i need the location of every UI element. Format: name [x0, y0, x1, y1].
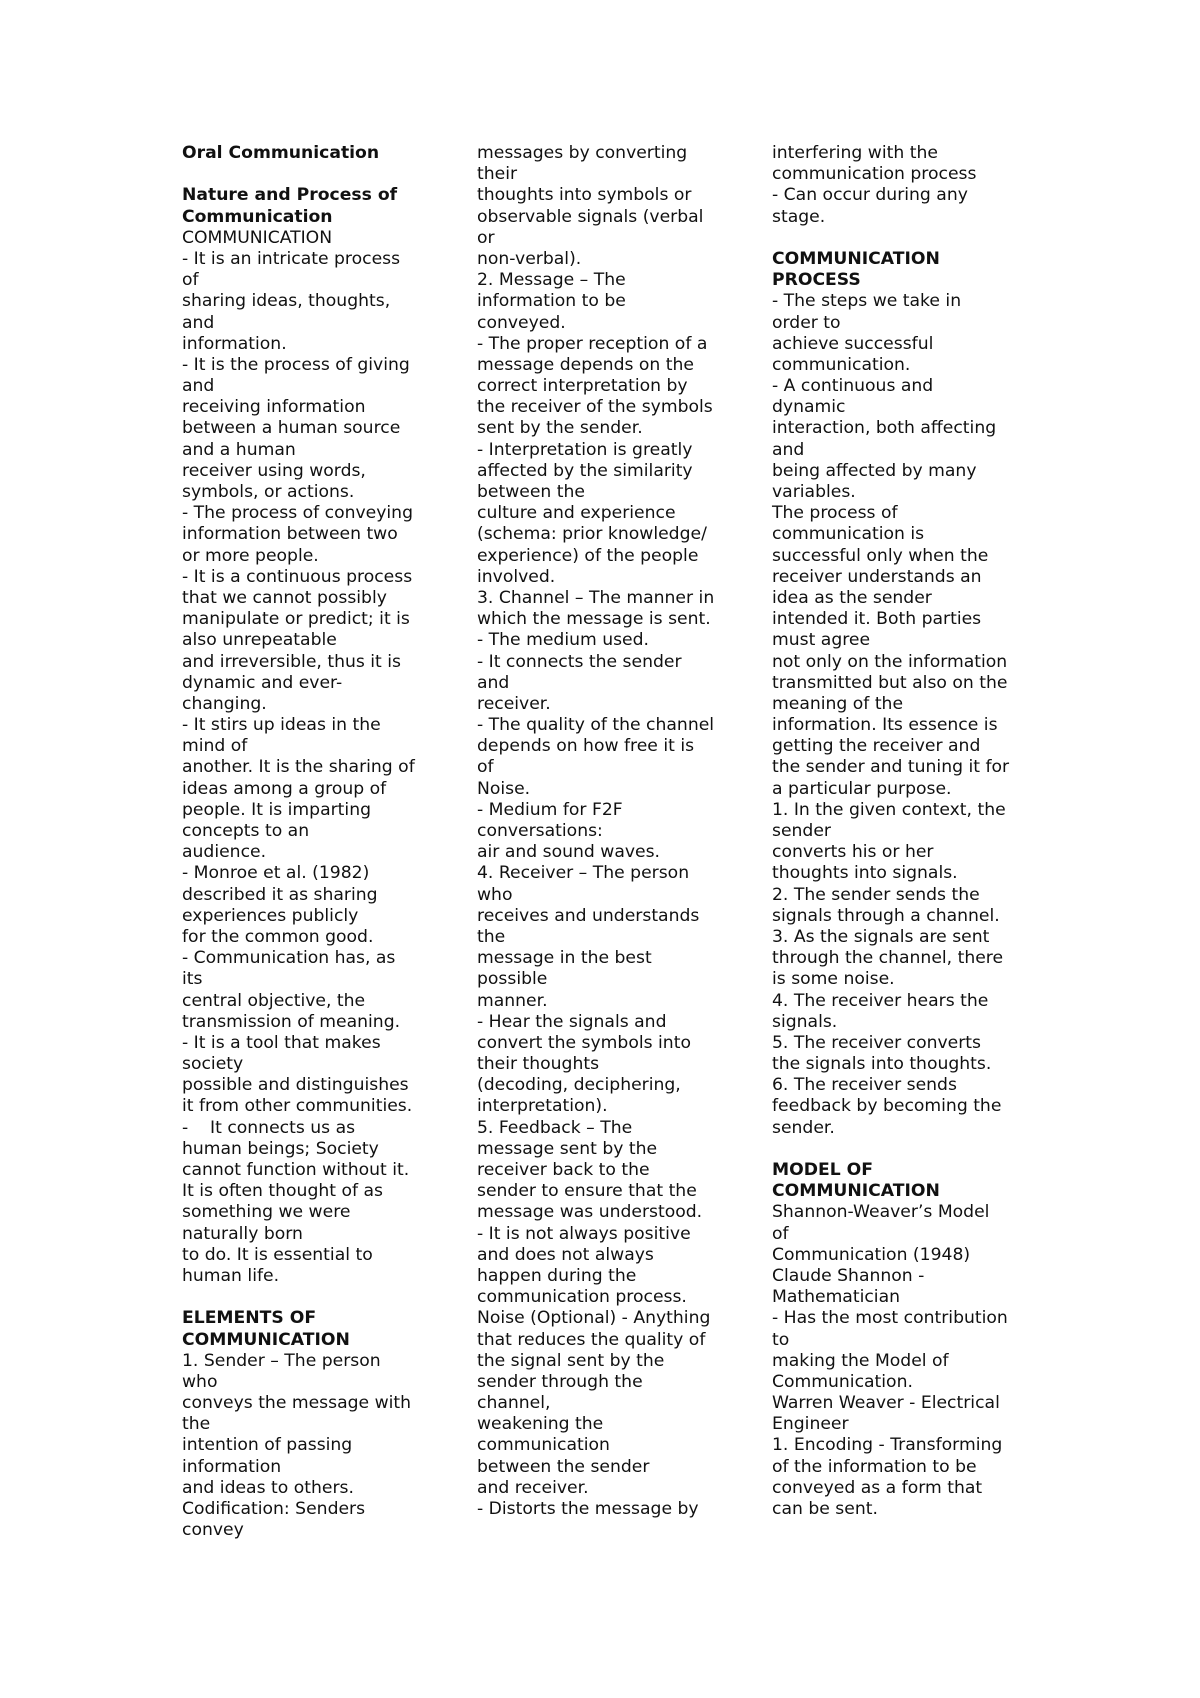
text-line: of — [477, 757, 494, 778]
text-line: cannot function without it. — [182, 1160, 410, 1180]
text-line: involved. — [477, 566, 556, 587]
text-line: weakening the — [477, 1414, 604, 1435]
text-line: conveyed as a form that — [772, 1477, 983, 1498]
text-line: information. Its essence is — [772, 715, 998, 736]
text-line: through the channel, there — [772, 948, 1004, 969]
text-line: concepts to an — [182, 821, 310, 841]
heading-line: COMMUNICATION — [182, 1329, 350, 1350]
text-line: convert the symbols into — [477, 1032, 691, 1053]
text-line: observable signals (verbal — [477, 206, 704, 227]
text-line: central objective, the — [182, 990, 366, 1011]
text-line: being affected by many — [772, 460, 977, 481]
text-line: making the Model of — [772, 1350, 949, 1371]
text-line: possible — [477, 969, 548, 990]
text-line: Communication (1948) — [772, 1244, 971, 1265]
text-line: communication process — [772, 164, 977, 185]
text-line: communication process. — [477, 1287, 687, 1308]
heading-line: COMMUNICATION — [772, 248, 940, 269]
text-line: who — [182, 1371, 218, 1392]
text-line: - It stirs up ideas in the — [182, 715, 381, 736]
text-line: interpretation). — [477, 1096, 608, 1117]
text-line: signals through a channel. — [772, 905, 1000, 926]
text-line: the receiver of the symbols — [477, 397, 713, 418]
text-line: The process of — [772, 503, 898, 524]
text-line: (schema: prior knowledge/ — [477, 524, 707, 545]
text-line: Shannon-Weaver’s Model — [772, 1202, 990, 1223]
text-line: something we were — [182, 1202, 351, 1223]
text-line: - Medium for F2F — [477, 799, 623, 820]
text-line: naturally born — [182, 1223, 303, 1244]
text-line: communication — [477, 1435, 610, 1456]
text-line: achieve successful — [772, 333, 934, 354]
text-line: thoughts into symbols or — [477, 185, 692, 206]
text-line: 5. Feedback – The — [477, 1117, 633, 1138]
text-line: sender. — [772, 1117, 835, 1138]
text-line: its — [182, 969, 203, 990]
text-line: thoughts into signals. — [772, 863, 958, 884]
text-line: that we cannot possibly — [182, 587, 387, 608]
text-line: sender — [772, 821, 831, 841]
text-line: which the message is sent. — [477, 609, 711, 630]
text-line: - It connects us as — [182, 1117, 356, 1138]
text-line: COMMUNICATION — [182, 227, 333, 248]
text-line: described it as sharing — [182, 884, 378, 905]
text-line: - It is an intricate process — [182, 248, 401, 269]
text-line: of — [182, 270, 199, 291]
blank-line — [182, 164, 444, 185]
text-line: - It connects the sender — [477, 651, 682, 672]
text-line: and — [477, 672, 510, 693]
text-line: air and sound waves. — [477, 842, 661, 863]
text-line: getting the receiver and — [772, 736, 981, 757]
text-line: is some noise. — [772, 969, 895, 990]
text-line: meaning of the — [772, 693, 904, 714]
text-line: Engineer — [772, 1414, 849, 1435]
text-line: Noise (Optional) - Anything — [477, 1308, 711, 1329]
text-line: idea as the sender — [772, 587, 932, 608]
text-line: - Hear the signals and — [477, 1011, 667, 1032]
text-line: manner. — [477, 990, 548, 1011]
text-column-3 — [772, 143, 1034, 1520]
text-line: - Can occur during any — [772, 185, 968, 206]
text-line: of — [772, 1223, 789, 1244]
text-line: affected by the similarity — [477, 460, 693, 481]
heading-line: COMMUNICATION — [772, 1181, 940, 1202]
text-line: and — [772, 439, 805, 460]
text-line: non-verbal). — [477, 248, 582, 269]
text-line: the sender and tuning it for — [772, 757, 1010, 778]
text-line: society — [182, 1054, 244, 1075]
text-line: - Monroe et al. (1982) — [182, 863, 370, 884]
text-line: communication is — [772, 524, 925, 545]
text-line: dynamic and ever- — [182, 672, 343, 693]
heading-line: MODEL OF — [772, 1160, 874, 1180]
text-line: message depends on the — [477, 354, 694, 375]
text-line: possible and distinguishes — [182, 1075, 409, 1096]
text-line: - It is not always positive — [477, 1223, 691, 1244]
text-line: message in the best — [477, 948, 652, 969]
text-line: (decoding, deciphering, — [477, 1075, 681, 1096]
text-line: human life. — [182, 1265, 280, 1286]
text-line: between a human source — [182, 418, 401, 439]
text-line: receives and understands — [477, 905, 700, 926]
text-line: receiver using words, — [182, 460, 366, 481]
text-line: - A continuous and — [772, 376, 934, 397]
text-line: conversations: — [477, 821, 603, 841]
text-line: 3. Channel – The manner in — [477, 587, 715, 608]
text-line: signals. — [772, 1011, 838, 1032]
text-line: between the — [477, 482, 585, 502]
text-line: intended it. Both parties — [772, 609, 982, 630]
text-line: - It is a tool that makes — [182, 1032, 381, 1053]
text-line: and ideas to others. — [182, 1477, 354, 1498]
text-line: Communication. — [772, 1371, 913, 1392]
text-column-1 — [182, 143, 444, 1541]
blank-line — [772, 228, 1034, 249]
text-line: transmission of meaning. — [182, 1011, 401, 1032]
text-line: conveys the message with — [182, 1393, 412, 1414]
text-line: receiver back to the — [477, 1160, 650, 1180]
text-line: can be sent. — [772, 1499, 878, 1519]
text-line: information — [182, 1456, 282, 1477]
text-line: and irreversible, thus it is — [182, 651, 401, 672]
text-line: 1. Encoding - Transforming — [772, 1435, 1003, 1456]
text-line: for the common good. — [182, 926, 374, 947]
text-line: and receiver. — [477, 1477, 589, 1498]
text-line: intention of passing — [182, 1435, 353, 1456]
text-line: and — [182, 376, 215, 397]
text-line: 1. Sender – The person — [182, 1350, 381, 1371]
text-line: - It is a continuous process — [182, 566, 413, 587]
text-line: happen during the — [477, 1265, 637, 1286]
text-line: audience. — [182, 842, 267, 863]
text-line: and — [182, 312, 215, 333]
text-line: the signal sent by the — [477, 1350, 665, 1371]
text-line: It is often thought of as — [182, 1181, 383, 1202]
text-line: - Interpretation is greatly — [477, 439, 693, 460]
text-line: the signals into thoughts. — [772, 1054, 992, 1075]
text-line: - Communication has, as — [182, 948, 396, 969]
text-line: who — [477, 884, 513, 905]
text-line: - The process of conveying — [182, 503, 413, 524]
text-line: interaction, both affecting — [772, 418, 997, 439]
text-line: messages by converting — [477, 143, 688, 163]
text-line: 6. The receiver sends — [772, 1075, 957, 1096]
text-line: information between two — [182, 524, 398, 545]
text-line: - The steps we take in — [772, 291, 962, 312]
text-line: changing. — [182, 693, 267, 714]
text-line: experiences publicly — [182, 905, 359, 926]
text-line: must agree — [772, 630, 871, 651]
text-line: receiving information — [182, 397, 366, 418]
text-line: order to — [772, 312, 841, 333]
text-line: message sent by the — [477, 1138, 658, 1159]
text-line: their — [477, 164, 518, 185]
text-line: Claude Shannon - — [772, 1265, 925, 1286]
text-line: mind of — [182, 736, 248, 757]
text-line: variables. — [772, 482, 856, 502]
text-line: to — [772, 1329, 790, 1350]
text-line: correct interpretation by — [477, 376, 688, 397]
text-line: to do. It is essential to — [182, 1244, 373, 1265]
text-column-2 — [477, 143, 739, 1520]
text-line: message was understood. — [477, 1202, 703, 1223]
text-line: another. It is the sharing of — [182, 757, 415, 778]
text-line: converts his or her — [772, 842, 934, 863]
text-line: their thoughts — [477, 1054, 600, 1075]
text-line: or more people. — [182, 545, 319, 566]
blank-line — [772, 1139, 1034, 1160]
text-line: and does not always — [477, 1244, 654, 1265]
text-line: experience) of the people — [477, 545, 699, 566]
text-line: depends on how free it is — [477, 736, 695, 757]
text-line: symbols, or actions. — [182, 482, 355, 502]
text-line: - The quality of the channel — [477, 715, 715, 736]
text-line: people. It is imparting — [182, 799, 371, 820]
text-line: and a human — [182, 439, 296, 460]
text-line: Noise. — [477, 778, 531, 799]
text-line: 2. Message – The — [477, 270, 626, 291]
text-line: - It is the process of giving — [182, 354, 410, 375]
heading-line: PROCESS — [772, 270, 861, 291]
text-line: Mathematician — [772, 1287, 901, 1308]
text-line: 4. Receiver – The person — [477, 863, 690, 884]
text-line: sent by the sender. — [477, 418, 643, 439]
text-line: between the sender — [477, 1456, 650, 1477]
text-line: feedback by becoming the — [772, 1096, 1002, 1117]
text-line: receiver understands an — [772, 566, 982, 587]
text-line: 1. In the given context, the — [772, 799, 1006, 820]
text-line: 4. The receiver hears the — [772, 990, 989, 1011]
heading-line: Communication — [182, 206, 333, 227]
text-line: Warren Weaver - Electrical — [772, 1393, 1000, 1414]
text-line: not only on the information — [772, 651, 1008, 672]
text-line: sharing ideas, thoughts, — [182, 291, 391, 312]
text-line: 3. As the signals are sent — [772, 926, 990, 947]
text-line: - The proper reception of a — [477, 333, 708, 354]
text-line: manipulate or predict; it is — [182, 609, 410, 630]
heading-line: Oral Communication — [182, 143, 380, 163]
heading-line: ELEMENTS OF — [182, 1308, 317, 1329]
blank-line — [182, 1287, 444, 1308]
text-line: the — [182, 1414, 211, 1435]
text-line: culture and experience — [477, 503, 676, 524]
text-line: that reduces the quality of — [477, 1329, 706, 1350]
text-line: the — [477, 926, 506, 947]
text-line: - The medium used. — [477, 630, 649, 651]
text-line: information to be — [477, 291, 626, 312]
text-line: successful only when the — [772, 545, 989, 566]
text-line: stage. — [772, 206, 826, 227]
text-line: channel, — [477, 1393, 551, 1414]
text-line: - Distorts the message by — [477, 1499, 699, 1519]
text-line: - Has the most contribution — [772, 1308, 1008, 1329]
text-line: sender to ensure that the — [477, 1181, 697, 1202]
text-line: dynamic — [772, 397, 846, 418]
text-line: ideas among a group of — [182, 778, 387, 799]
text-line: transmitted but also on the — [772, 672, 1008, 693]
text-line: it from other communities. — [182, 1096, 413, 1117]
text-line: also unrepeatable — [182, 630, 337, 651]
text-line: convey — [182, 1520, 244, 1541]
text-line: sender through the — [477, 1371, 643, 1392]
text-line: 5. The receiver converts — [772, 1032, 981, 1053]
text-line: Codification: Senders — [182, 1499, 366, 1519]
text-line: receiver. — [477, 693, 551, 714]
text-line: interfering with the — [772, 143, 938, 163]
text-line: of the information to be — [772, 1456, 977, 1477]
text-line: a particular purpose. — [772, 778, 952, 799]
text-line: or — [477, 227, 495, 248]
text-line: 2. The sender sends the — [772, 884, 980, 905]
heading-line: Nature and Process of — [182, 185, 398, 206]
text-line: conveyed. — [477, 312, 566, 333]
text-line: human beings; Society — [182, 1138, 379, 1159]
text-line: information. — [182, 333, 287, 354]
text-line: communication. — [772, 354, 911, 375]
